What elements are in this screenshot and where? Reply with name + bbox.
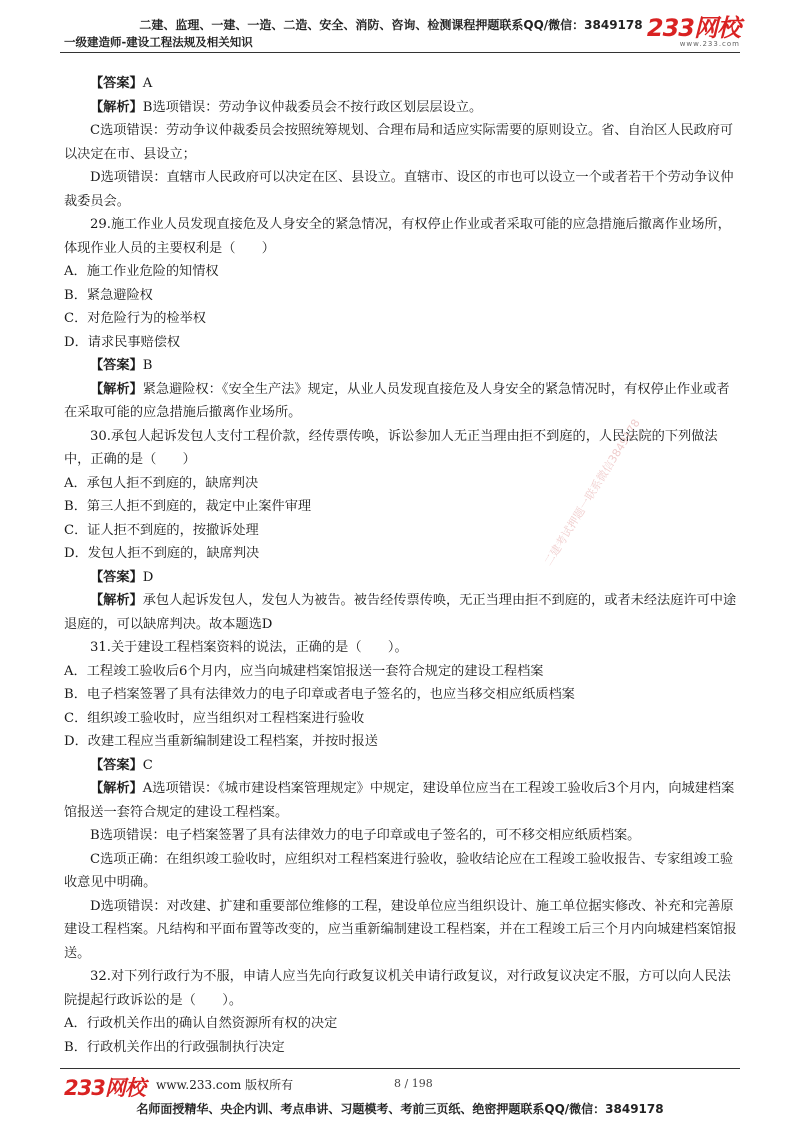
label-tag: 【解析】 xyxy=(90,381,143,397)
option-line xyxy=(64,542,742,566)
line-text: B选项错误：劳动争议仲裁委员会不按行政区划层层设立。 xyxy=(142,99,483,115)
option-line xyxy=(64,730,742,754)
line-text: C选项正确：在组织竣工验收时，应组织对工程档案进行验收，验收结论应在工程竣工验收报告、专家组竣工验收意见中明确。 xyxy=(64,851,734,890)
answer-line xyxy=(64,354,742,378)
option-line xyxy=(64,519,742,543)
text-line xyxy=(64,824,742,848)
label-tag: 【解析】 xyxy=(90,593,143,608)
label-tag: 【答案】 xyxy=(90,569,143,585)
line-text: B．行政机关作出的行政强制执行决定 xyxy=(64,1039,285,1055)
line-text: B．第三人拒不到庭的，裁定中止案件审理 xyxy=(64,499,312,514)
option-line xyxy=(64,1012,742,1036)
document-body xyxy=(64,72,742,1059)
option-line xyxy=(64,660,742,684)
line-text: D选项错误：直辖市人民政府可以决定在区、县设立。直辖市、设区的市也可以设立一个或者若干个劳动争议仲裁委员会。 xyxy=(64,170,734,209)
option-line xyxy=(64,260,742,284)
line-text: B．电子档案签署了具有法律效力的电子印章或者电子签名的，也应当移交相应纸质档案 xyxy=(64,687,575,702)
option-line xyxy=(64,472,742,496)
answer-line xyxy=(64,754,742,778)
line-text: B．紧急避险权 xyxy=(64,287,153,303)
line-text: D选项错误：对改建、扩建和重要部位维修的工程，建设单位应当组织设计、施工单位据实修改、补充和完善原建设工程档案。凡结构和平面布置等改变的，应当重新编制建设工程档案，并在工程竣工后三个月内向城建档案馆报送。 xyxy=(64,898,737,961)
line-text: A．行政机关作出的确认自然资源所有权的决定 xyxy=(64,1016,338,1031)
line-text: A xyxy=(142,76,153,91)
text-line xyxy=(64,895,742,966)
analysis-line xyxy=(64,96,742,120)
text-line xyxy=(64,965,742,1012)
text-line xyxy=(64,636,742,660)
footer-logo[interactable]: 233网校 xyxy=(64,1076,145,1100)
line-text: 30.承包人起诉发包人支付工程价款，经传票传唤，诉讼参加人无正当理由拒不到庭的，人民法院的下列做法中，正确的是（ ） xyxy=(64,428,718,467)
analysis-line xyxy=(64,589,742,636)
footer-promo-line: 名师面授精华、央企内训、考点串讲、习题模考、考前三页纸、绝密押题联系QQ/微信：3849178 xyxy=(136,1102,664,1116)
document-subtitle: 一级建造师-建设工程法规及相关知识 xyxy=(64,35,253,49)
text-line xyxy=(64,166,742,213)
footer xyxy=(64,1072,740,1100)
line-text: 紧急避险权：《安全生产法》规定，从业人员发现直接危及人身安全的紧急情况时，有权停止作业或者在采取可能的应急措施后撤离作业场所。 xyxy=(64,381,730,420)
option-line xyxy=(64,495,742,519)
line-text: 31.关于建设工程档案资料的说法，正确的是（ ）。 xyxy=(90,640,408,655)
header-logo-url: www.233.com xyxy=(679,40,740,48)
footer-divider xyxy=(60,1068,740,1069)
option-line xyxy=(64,331,742,355)
analysis-line xyxy=(64,777,742,824)
line-text: C．证人拒不到庭的，按撤诉处理 xyxy=(64,522,259,538)
text-line xyxy=(64,119,742,166)
line-text: 承包人起诉发包人，发包人为被告。被告经传票传唤，无正当理由拒不到庭的，或者未经法庭许可中途退庭的，可以缺席判决。故本题选D xyxy=(64,593,737,632)
option-line xyxy=(64,284,742,308)
line-text: A．承包人拒不到庭的，缺席判决 xyxy=(64,475,259,491)
header-logo[interactable] xyxy=(647,16,740,48)
line-text: C xyxy=(142,757,153,773)
line-text: 29.施工作业人员发现直接危及人身安全的紧急情况，有权停止作业或者采取可能的应急措施后撤离作业场所，体现作业人员的主要权利是（ ） xyxy=(64,217,731,256)
option-line xyxy=(64,307,742,331)
line-text: A．工程竣工验收后6个月内，应当向城建档案馆报送一套符合规定的建设工程档案 xyxy=(64,663,544,679)
footer-copyright: www.233.com 版权所有 xyxy=(156,1078,294,1092)
label-tag: 【答案】 xyxy=(90,757,143,773)
answer-line xyxy=(64,72,742,96)
header-logo-text: 233网校 xyxy=(646,14,740,42)
option-line xyxy=(64,707,742,731)
header-promo-line: 二建、监理、一建、一造、二造、安全、消防、咨询、检测课程押题联系QQ/微信：3849178 xyxy=(139,18,643,32)
line-text: 32.对下列行政行为不服，申请人应当先向行政复议机关申请行政复议，对行政复议决定不服，方可以向人民法院提起行政诉讼的是（ ）。 xyxy=(64,969,731,1008)
page-number: 8 / 198 xyxy=(394,1077,433,1090)
label-tag: 【解析】 xyxy=(90,781,143,796)
line-text: B xyxy=(142,358,153,373)
option-line xyxy=(64,1036,742,1060)
line-text: D．请求民事赔偿权 xyxy=(64,334,181,350)
watermark: 二建考试押题一联系微信3849178 xyxy=(541,416,643,568)
line-text: C．组织竣工验收时，应当组织对工程档案进行验收 xyxy=(64,710,365,726)
text-line xyxy=(64,848,742,895)
line-text: D xyxy=(142,569,154,585)
line-text: A．施工作业危险的知情权 xyxy=(64,264,219,279)
line-text: C．对危险行为的检举权 xyxy=(64,311,206,326)
line-text: A选项错误：《城市建设档案管理规定》中规定，建设单位应当在工程竣工验收后3个月内，向城建档案馆报送一套符合规定的建设工程档案。 xyxy=(64,781,735,820)
line-text: D．发包人拒不到庭的，缺席判决 xyxy=(64,546,260,561)
label-tag: 【解析】 xyxy=(90,99,143,115)
option-line xyxy=(64,683,742,707)
text-line xyxy=(64,213,742,260)
label-tag: 【答案】 xyxy=(90,76,143,91)
line-text: D．改建工程应当重新编制建设工程档案，并按时报送 xyxy=(64,734,378,749)
line-text: B选项错误：电子档案签署了具有法律效力的电子印章或电子签名的，可不移交相应纸质档案。 xyxy=(90,828,641,843)
line-text: C选项错误：劳动争议仲裁委员会按照统筹规划、合理布局和适应实际需要的原则设立。省、自治区人民政府可以决定在市、县设立； xyxy=(64,123,734,162)
text-line xyxy=(64,425,742,472)
label-tag: 【答案】 xyxy=(90,358,143,373)
answer-line xyxy=(64,566,742,590)
analysis-line xyxy=(64,378,742,425)
header-divider xyxy=(60,52,740,53)
